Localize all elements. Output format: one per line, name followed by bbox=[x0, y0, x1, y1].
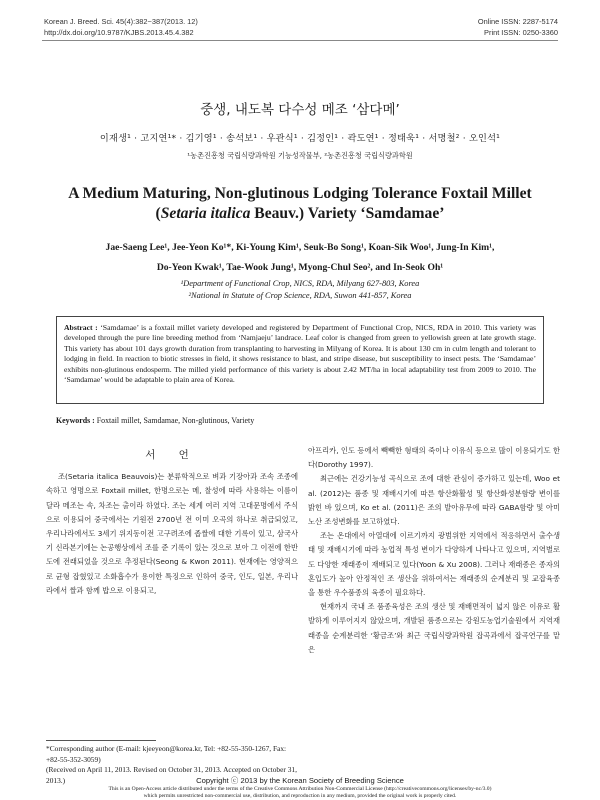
intro-paragraph-1: 조(Setaria italica Beauvois)는 분류학적으로 벼과 기장아과 조속 조종에 속하고 영명으로 Foxtail millet, 한명으로는 메, 찰성에 따라 사용하는 이름이 달라 메조는 속, 차조는 출이라 하였다. 조는 세계 여러 지역 고대문명에서 주식으로 이용되어 중국에서는 기원전 2700년 전 이미 오곡의 하나로 취급되었고, 우리나라에서도 3세기 위지동이전 고구려조에 좁쌀에 대한 기록이 있고, 삼국사기 신라본기에는 논공행상에서 조를 준 기록이 있는 것으로 보아 그 이전에 한반도에 전래되었을 것으로 추정된다(Seong & Kwon 2011). 현재에는 영양적으로 균형 잡혔있고 소화흡수가 용이한 특징으로 인하여 중국, 인도, 일본, 우리나라에서 쌀과 함께 밥으로 이용되고, bbox=[46, 472, 298, 595]
doi-link[interactable]: http://dx.doi.org/10.9787/KJBS.2013.45.4.382 bbox=[44, 28, 194, 37]
english-title-line1: A Medium Maturing, Non-glutinous Lodging Tolerance Foxtail Millet bbox=[68, 185, 532, 202]
affiliation-2: ²National in Statute of Crop Science, RDA, Suwon 441-857, Korea bbox=[188, 290, 412, 300]
keywords-text: Foxtail millet, Samdamae, Non-glutinous, Variety bbox=[94, 416, 255, 425]
copyright-notice: Copyright ⓒ 2013 by the Korean Society of Breeding Science bbox=[196, 776, 404, 785]
english-title-line2: (Setaria italica Beauv.) Variety ‘Samdamae’ bbox=[155, 205, 445, 222]
intro-paragraph-3: 조는 온대에서 아열대에 이르기까지 광범위한 지역에서 적응하면서 출수생태 및 재배시기에 따라 농업적 특성 변이가 다양하게 나타나고 있으며, 지역별로도 다양한 재래종이 재배되고 있다(Yoon & Xu 2008). 그러나 재래종은 종자의 혼입도가 높아 안정적인 조 생산을 위하여서는 재래종의 순계분리 및 교잡육종을 통한 우수품종의 육종이 필요하다. bbox=[308, 531, 560, 598]
korean-affiliations: ¹농촌진흥청 국립식량과학원 기능성작물부, ²농촌진흥청 국립식량과학원 bbox=[187, 151, 413, 160]
right-column bbox=[308, 444, 560, 657]
affiliation-1: ¹Department of Functional Crop, NICS, RDA, Milyang 627-803, Korea bbox=[180, 279, 420, 288]
english-authors-line2: Do-Yeon Kwak¹, Tae-Wook Jung¹, Myong-Chul Seo², and In-Seok Oh¹ bbox=[156, 262, 444, 273]
issn-header bbox=[478, 16, 558, 38]
footnote-divider bbox=[46, 740, 156, 741]
korean-title: 중생, 내도복 다수성 메조 ‘삼다메’ bbox=[200, 102, 400, 118]
license-notice bbox=[40, 786, 560, 800]
print-issn: Print ISSN: 0250-3360 bbox=[484, 28, 558, 37]
korean-authors: 이재생¹ · 고지연¹* · 김기영¹ · 송석보¹ · 우관식¹ · 김정인¹ · 곽도연¹ · 정태욱¹ · 서명철² · 오인석¹ bbox=[99, 133, 501, 144]
intro-paragraph-2: 최근에는 건강기능성 곡식으로 조에 대한 관심이 증가하고 있는데, Woo et al. (2012)는 품종 및 재배시기에 따른 항산화활성 및 항산화성분함량 변이를 밝힌 바 있으며, Ko et al. (2011)은 조의 발아유무에 따라 GABA함량 및 아미노산 조성변화를 보고하였다. bbox=[308, 474, 560, 527]
english-authors-line1: Jae-Saeng Lee¹, Jee-Yeon Ko¹*, Ki-Young Kim¹, Seuk-Bo Song¹, Koan-Sik Woo¹, Jung-In Kim¹, bbox=[105, 242, 495, 253]
intro-paragraph-continued: 아프리카, 인도 등에서 빽빽한 형태의 죽이나 이유식 등으로 많이 이용되기도 한다(Dorothy 1997). bbox=[308, 446, 560, 470]
english-affiliations bbox=[40, 278, 560, 301]
online-issn: Online ISSN: 2287-5174 bbox=[477, 17, 558, 26]
received-dates-note: (Received on April 11, 2013. Revised on October 31, 2013. Accepted on October 31, 2013.) bbox=[46, 765, 297, 785]
license-line-1: This is an Open-Access article distributed under the terms of the Creative Commons Attribution Non-Commercial License (http://creativecommons.org/licenses/by-nc/3.0) bbox=[108, 786, 492, 792]
corresponding-author-note: *Corresponding author (E-mail: kjeeyeon@korea.kr, Tel: +82-55-350-1267, Fax: +82-55-352-3059) bbox=[46, 744, 287, 764]
english-authors bbox=[40, 238, 560, 278]
journal-citation: Korean J. Breed. Sci. 45(4):382~387(2013. 12) bbox=[44, 17, 198, 26]
species-name: Setaria italica bbox=[160, 205, 251, 222]
abstract-label: Abstract : bbox=[64, 323, 98, 332]
header-divider bbox=[42, 40, 558, 41]
section-heading-introduction: 서 언 bbox=[145, 449, 199, 461]
abstract-box bbox=[56, 316, 544, 404]
keywords-label: Keywords : bbox=[56, 416, 95, 425]
intro-paragraph-4: 현재까지 국내 조 품종육성은 조의 생산 및 재배면적이 넓지 않은 이유로 활발하게 이루어지지 않았으며, 개발된 품종으로는 강원도농업기술원에서 지역재래종을 순계분리한 ‘황금조’와 최근 국립식량과학원 잡곡과에서 잡곡연구를 맡은 bbox=[308, 602, 560, 654]
license-line-2: which permits unrestricted non-commercial use, distribution, and reproduction in any medium, provided the original work is properly cited. bbox=[143, 793, 457, 799]
journal-header bbox=[44, 16, 198, 38]
keywords bbox=[56, 416, 544, 425]
left-column bbox=[46, 448, 298, 598]
abstract-text: ‘Samdamae’ is a foxtail millet variety developed and registered by Department of Functional Crop, NICS, RDA in 2010. This variety was developed through the pure line breeding method from ‘Namjaeju’ landrace. Leaf color is changed from green to yellowish green at late growth stage. This variety has about 101 days growth duration from transplanting to harvesting in Milyang of Korea. It is about 130 cm in culm length and tolerant to lodging in field. In reaction to biotic stresses in field, it shows resistance to blast, and stripe disease, but susceptibility to insect pests. The ‘Samdamae’ exhibits non-glutinous endosperm. The milled yield performance of this variety is about 2.42 MT/ha in local adaptability test from 2009 to 2010. The ‘Samdamae’ would be adaptable to plain area of Korea. bbox=[64, 323, 536, 385]
english-title bbox=[40, 184, 560, 224]
